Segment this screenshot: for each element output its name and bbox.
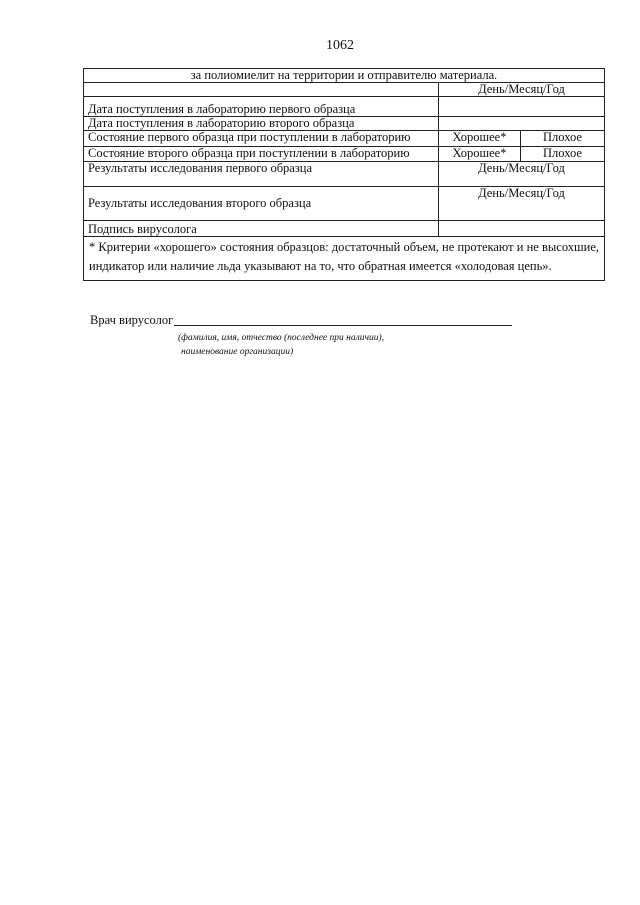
second-sample-good-option[interactable]: Хорошее* bbox=[439, 147, 521, 162]
second-sample-results-date[interactable]: День/Месяц/Год bbox=[439, 187, 605, 221]
first-sample-bad-option[interactable]: Плохое bbox=[521, 131, 605, 147]
signature-label: Врач вирусолог bbox=[90, 313, 174, 327]
poliovirus-sample-form-table bbox=[83, 68, 605, 281]
date-format-label: День/Месяц/Год bbox=[439, 83, 605, 97]
second-sample-receipt-label: Дата поступления в лабораторию второго образца bbox=[84, 117, 439, 131]
signature-block bbox=[90, 313, 430, 328]
first-sample-receipt-label: Дата поступления в лабораторию первого образца bbox=[84, 97, 439, 117]
second-sample-results-label: Результаты исследования второго образца bbox=[84, 187, 439, 221]
second-sample-receipt-value[interactable] bbox=[439, 117, 605, 131]
signature-hint-line-2: наименование организации) bbox=[181, 347, 294, 357]
footnote: * Критерии «хорошего» состояния образцов: достаточный объем, не протекают и не высохшие, индикатор или наличие льда указывают на то, что обратная имеется «холодовая цепь». bbox=[84, 237, 605, 281]
first-sample-condition-label: Состояние первого образца при поступлении в лабораторию bbox=[84, 131, 439, 147]
signature-hint bbox=[178, 331, 438, 359]
second-sample-condition-label: Состояние второго образца при поступлении в лабораторию bbox=[84, 147, 439, 162]
signature-line[interactable] bbox=[174, 325, 512, 326]
header-row: за полиомиелит на территории и отправителю материала. bbox=[84, 69, 605, 83]
signature-hint-line-1: (фамилия, имя, отчество (последнее при наличии), bbox=[178, 333, 385, 343]
first-sample-results-label: Результаты исследования первого образца bbox=[84, 162, 439, 187]
page-number: 1062 bbox=[326, 38, 354, 53]
blank-label-cell bbox=[84, 83, 439, 97]
first-sample-results-date[interactable]: День/Месяц/Год bbox=[439, 162, 605, 187]
first-sample-good-option[interactable]: Хорошее* bbox=[439, 131, 521, 147]
first-sample-receipt-value[interactable] bbox=[439, 97, 605, 117]
virologist-signature-label: Подпись вирусолога bbox=[84, 221, 439, 237]
second-sample-bad-option[interactable]: Плохое bbox=[521, 147, 605, 162]
virologist-signature-value[interactable] bbox=[439, 221, 605, 237]
